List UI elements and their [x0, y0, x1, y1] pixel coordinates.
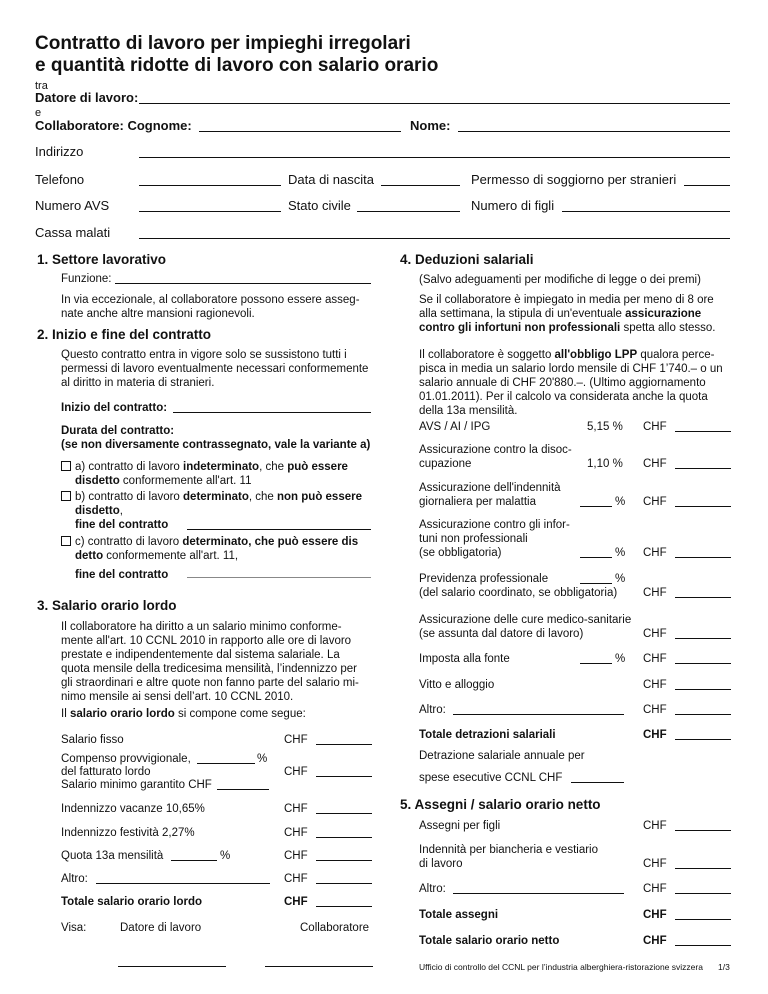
section-3-text-3: prestate e indipendentemente dal sistema salariale. La [61, 649, 340, 661]
sickness-amount-field[interactable] [675, 506, 731, 507]
total-deductions-chf: CHF [643, 729, 667, 741]
option-b-checkbox[interactable] [61, 491, 71, 501]
tax-label: Imposta alla fonte [419, 653, 510, 665]
fixed-salary-chf: CHF [284, 734, 308, 746]
holiday-field[interactable] [316, 813, 372, 814]
birth-field[interactable] [381, 185, 460, 186]
duration-label: Durata del contratto: [61, 425, 175, 437]
phone-field[interactable] [139, 185, 281, 186]
other-allowance-desc-field[interactable] [453, 893, 624, 894]
total-allowances-label: Totale assegni [419, 909, 499, 921]
commission-label: Compenso provvigionale, [61, 753, 191, 765]
section-3-text-4: quota mensile della tredicesima mensilità, l’indennizzo per [61, 663, 357, 675]
total-net-chf: CHF [643, 935, 667, 947]
option-c[interactable]: c) contratto di lavoro determinato, che può essere dis [61, 535, 358, 549]
address-label: Indirizzo [35, 144, 84, 159]
option-a[interactable]: a) contratto di lavoro indeterminato, che può essere [61, 460, 348, 474]
phone-label: Telefono [35, 172, 85, 187]
footer-text: Ufficio di controllo del CCNL per l’industria alberghiera-ristorazione svizzera [419, 962, 703, 972]
other-deduction-chf: CHF [643, 704, 667, 716]
board-chf: CHF [643, 679, 667, 691]
title-line-2: e quantità ridotte di lavoro con salario orario [35, 55, 439, 76]
tax-rate-field[interactable] [580, 663, 612, 664]
name-label: Nome: [410, 118, 451, 133]
commission-percent-field[interactable] [197, 763, 255, 764]
unemployment-amount-field[interactable] [675, 468, 731, 469]
total-net-label: Totale salario orario netto [419, 935, 560, 947]
accident-chf: CHF [643, 547, 667, 559]
medical-amount-field[interactable] [675, 638, 731, 639]
section-4-p2-1: Il collaboratore è soggetto all'obbligo LPP qualora perce- [419, 349, 715, 361]
section-3-text-2: mente all'art. 10 CCNL 2010 in rapporto alle ore di lavoro [61, 635, 352, 647]
accident-amount-field[interactable] [675, 557, 731, 558]
other-chf-left: CHF [284, 873, 308, 885]
avs-label: Numero AVS [35, 198, 110, 213]
accident-rate-field[interactable] [580, 557, 612, 558]
medical-chf: CHF [643, 628, 667, 640]
other-deduction-amount-field[interactable] [675, 714, 731, 715]
function-label: Funzione: [61, 273, 112, 285]
min-guaranteed-label: Salario minimo garantito CHF [61, 779, 212, 791]
composition-text: Il salario orario lordo si compone come segue: [61, 708, 306, 720]
festivity-field[interactable] [316, 837, 372, 838]
thirteenth-chf: CHF [284, 850, 308, 862]
section-4-p2-4: 01.01.2011). Per il calcolo va considerata anche la quota [419, 391, 708, 403]
civil-status-field[interactable] [357, 211, 460, 212]
e-label: e [35, 107, 42, 119]
visa-employer-label: Datore di lavoro [120, 922, 202, 934]
name-field[interactable] [458, 131, 730, 132]
option-c-line-2: detto conformemente all'art. 11, [75, 550, 239, 562]
commission-field[interactable] [316, 776, 372, 777]
other-allowance-label: Altro: [419, 883, 446, 895]
child-allowance-field[interactable] [675, 830, 731, 831]
duration-note: (se non diversamente contrassegnato, vale la variante a) [61, 439, 371, 451]
pension-rate-field[interactable] [580, 583, 612, 584]
total-deductions-label: Totale detrazioni salariali [419, 729, 556, 741]
linen-label-2: di lavoro [419, 858, 463, 870]
tax-percent-sign: % [615, 653, 626, 665]
linen-field[interactable] [675, 868, 731, 869]
tra-label: tra [35, 80, 48, 92]
sickness-rate-field[interactable] [580, 506, 612, 507]
section-4-note: (Salvo adeguamenti per modifiche di legge o dei premi) [419, 274, 701, 286]
section-1-text-1: In via eccezionale, al collaboratore possono essere asseg- [61, 294, 360, 306]
medical-label-1: Assicurazione delle cure medico-sanitarie [419, 614, 632, 626]
total-allowances-chf: CHF [643, 909, 667, 921]
civil-status-label: Stato civile [288, 198, 351, 213]
sickness-label-2: giornaliera per malattia [419, 496, 536, 508]
option-c-end-field[interactable] [187, 577, 371, 578]
pension-chf: CHF [643, 587, 667, 599]
other-deduction-label: Altro: [419, 704, 446, 716]
section-2-text-2: permessi di lavoro eventualmente necessari conformemente [61, 363, 369, 375]
annual-deduction-label-1: Detrazione salariale annuale per [419, 750, 585, 762]
employer-signature-field[interactable] [118, 966, 226, 967]
thirteenth-field[interactable] [316, 860, 372, 861]
section-2-title: 2. Inizio e fine del contratto [37, 327, 212, 342]
section-4-title: 4. Deduzioni salariali [400, 252, 534, 267]
total-net-field[interactable] [675, 945, 731, 946]
page-number: 1/3 [718, 962, 730, 972]
title-line-1: Contratto di lavoro per impieghi irregolari [35, 33, 411, 54]
section-3-text-6: nimo mensile ai sensi dell’art. 10 CCNL 2010. [61, 691, 294, 703]
birth-label: Data di nascita [288, 172, 374, 187]
employee-surname-label: Collaboratore: Cognome: [35, 118, 192, 133]
visa-label: Visa: [61, 922, 87, 934]
accident-label-3: (se obbligatoria) [419, 547, 502, 559]
other-allowance-field[interactable] [675, 893, 731, 894]
option-b[interactable]: b) contratto di lavoro determinato, che non può essere [61, 490, 362, 504]
address-field[interactable] [139, 157, 730, 158]
thirteenth-percent-field[interactable] [171, 860, 217, 861]
accident-label-2: tuni non professionali [419, 533, 528, 545]
section-3-title: 3. Salario orario lordo [37, 598, 177, 613]
unemployment-chf: CHF [643, 458, 667, 470]
section-4-p1-3: contro gli infortuni non professionali spetta allo stesso. [419, 322, 716, 334]
thirteenth-label: Quota 13a mensilità [61, 850, 164, 862]
avs-deduction-label: AVS / AI / IPG [419, 421, 491, 433]
section-4-p1-1: Se il collaboratore è impiegato in media per meno di 8 ore [419, 294, 714, 306]
other-label-left: Altro: [61, 873, 88, 885]
thirteenth-percent-sign: % [220, 850, 231, 862]
surname-field[interactable] [199, 131, 401, 132]
visa-employee-label: Collaboratore [300, 922, 370, 934]
tax-amount-field[interactable] [675, 663, 731, 664]
unemployment-label-2: cupazione [419, 458, 472, 470]
section-4-p2-5: della 13a mensilità. [419, 405, 518, 417]
section-2-text-3: al diritto in materia di stranieri. [61, 377, 215, 389]
pension-percent-sign: % [615, 573, 626, 585]
permit-field[interactable] [684, 185, 730, 186]
total-gross-field[interactable] [316, 906, 372, 907]
holiday-label: Indennizzo vacanze 10,65% [61, 803, 205, 815]
employer-field[interactable] [139, 103, 730, 104]
tax-chf: CHF [643, 653, 667, 665]
total-allowances-field[interactable] [675, 919, 731, 920]
other-deduction-desc-field[interactable] [453, 714, 624, 715]
total-gross-label: Totale salario orario lordo [61, 896, 203, 908]
employer-label: Datore di lavoro: [35, 90, 139, 105]
section-1-text-2: nate anche altre mansioni ragionevoli. [61, 308, 255, 320]
employee-signature-field[interactable] [265, 966, 373, 967]
accident-label-1: Assicurazione contro gli infor- [419, 519, 570, 531]
option-b-line-2: disdetto, [75, 505, 123, 517]
fixed-salary-label: Salario fisso [61, 734, 124, 746]
other-allowance-chf: CHF [643, 883, 667, 895]
holiday-chf: CHF [284, 803, 308, 815]
commission-chf: CHF [284, 766, 308, 778]
health-insurance-label: Cassa malati [35, 225, 111, 240]
section-3-text-1: Il collaboratore ha diritto a un salario minimo conforme- [61, 621, 342, 633]
board-label: Vitto e alloggio [419, 679, 495, 691]
option-a-line-2: disdetto conformemente all'art. 11 [75, 475, 252, 487]
section-4-p2-2: pisca in media un salario lordo mensile di CHF 1’740.– o un [419, 363, 723, 375]
turnover-label: del fatturato lordo [61, 766, 151, 778]
pension-label-2: (del salario coordinato, se obbligatoria) [419, 587, 618, 599]
option-a-checkbox[interactable] [61, 461, 71, 471]
annual-deduction-label-2: spese esecutive CCNL CHF [419, 772, 563, 784]
pension-amount-field[interactable] [675, 597, 731, 598]
unemployment-rate: 1,10 % [587, 458, 623, 470]
contract-start-label: Inizio del contratto: [61, 402, 168, 414]
fixed-salary-field[interactable] [316, 744, 372, 745]
sickness-chf: CHF [643, 496, 667, 508]
commission-percent-sign: % [257, 753, 268, 765]
child-allowance-label: Assegni per figli [419, 820, 501, 832]
min-guaranteed-field[interactable] [217, 789, 269, 790]
children-field[interactable] [562, 211, 730, 212]
festivity-label: Indennizzo festività 2,27% [61, 827, 195, 839]
section-1-title: 1. Settore lavorativo [37, 252, 167, 267]
option-c-checkbox[interactable] [61, 536, 71, 546]
child-allowance-chf: CHF [643, 820, 667, 832]
section-4-p1-2: alla settimana, la stipula di un'eventuale assicurazione [419, 308, 702, 320]
option-c-end-label: fine del contratto [75, 569, 169, 581]
sickness-label-1: Assicurazione dell'indennità [419, 482, 561, 494]
section-2-text-1: Questo contratto entra in vigore solo se sussistono tutti i [61, 349, 347, 361]
annual-deduction-field[interactable] [571, 782, 624, 783]
medical-label-2: (se assunta dal datore di lavoro) [419, 628, 584, 640]
contract-start-field[interactable] [173, 412, 371, 413]
avs-amount-field[interactable] [675, 431, 731, 432]
total-gross-chf: CHF [284, 896, 308, 908]
avs-chf: CHF [643, 421, 667, 433]
other-desc-field-left[interactable] [96, 883, 270, 884]
option-b-end-field[interactable] [187, 529, 371, 530]
accident-percent-sign: % [615, 547, 626, 559]
sickness-percent-sign: % [615, 496, 626, 508]
total-deductions-field[interactable] [675, 739, 731, 740]
other-field-left[interactable] [316, 883, 372, 884]
linen-chf: CHF [643, 858, 667, 870]
pension-label-1: Previdenza professionale [419, 573, 549, 585]
linen-label-1: Indennità per biancheria e vestiario [419, 844, 599, 856]
avs-rate: 5,15 % [587, 421, 623, 433]
health-insurance-field[interactable] [139, 238, 730, 239]
children-label: Numero di figli [471, 198, 555, 213]
section-4-p2-3: salario annuale di CHF 20'880.–. (Ultimo aggiornamento [419, 377, 706, 389]
avs-field[interactable] [139, 211, 281, 212]
unemployment-label-1: Assicurazione contro la disoc- [419, 444, 572, 456]
section-3-text-5: gli straordinari e altre quote non fanno parte del salario mi- [61, 677, 359, 689]
board-amount-field[interactable] [675, 689, 731, 690]
festivity-chf: CHF [284, 827, 308, 839]
function-field[interactable] [115, 283, 371, 284]
section-5-title: 5. Assegni / salario orario netto [400, 797, 601, 812]
option-b-end-label: fine del contratto [75, 519, 169, 531]
permit-label: Permesso di soggiorno per stranieri [471, 172, 677, 187]
